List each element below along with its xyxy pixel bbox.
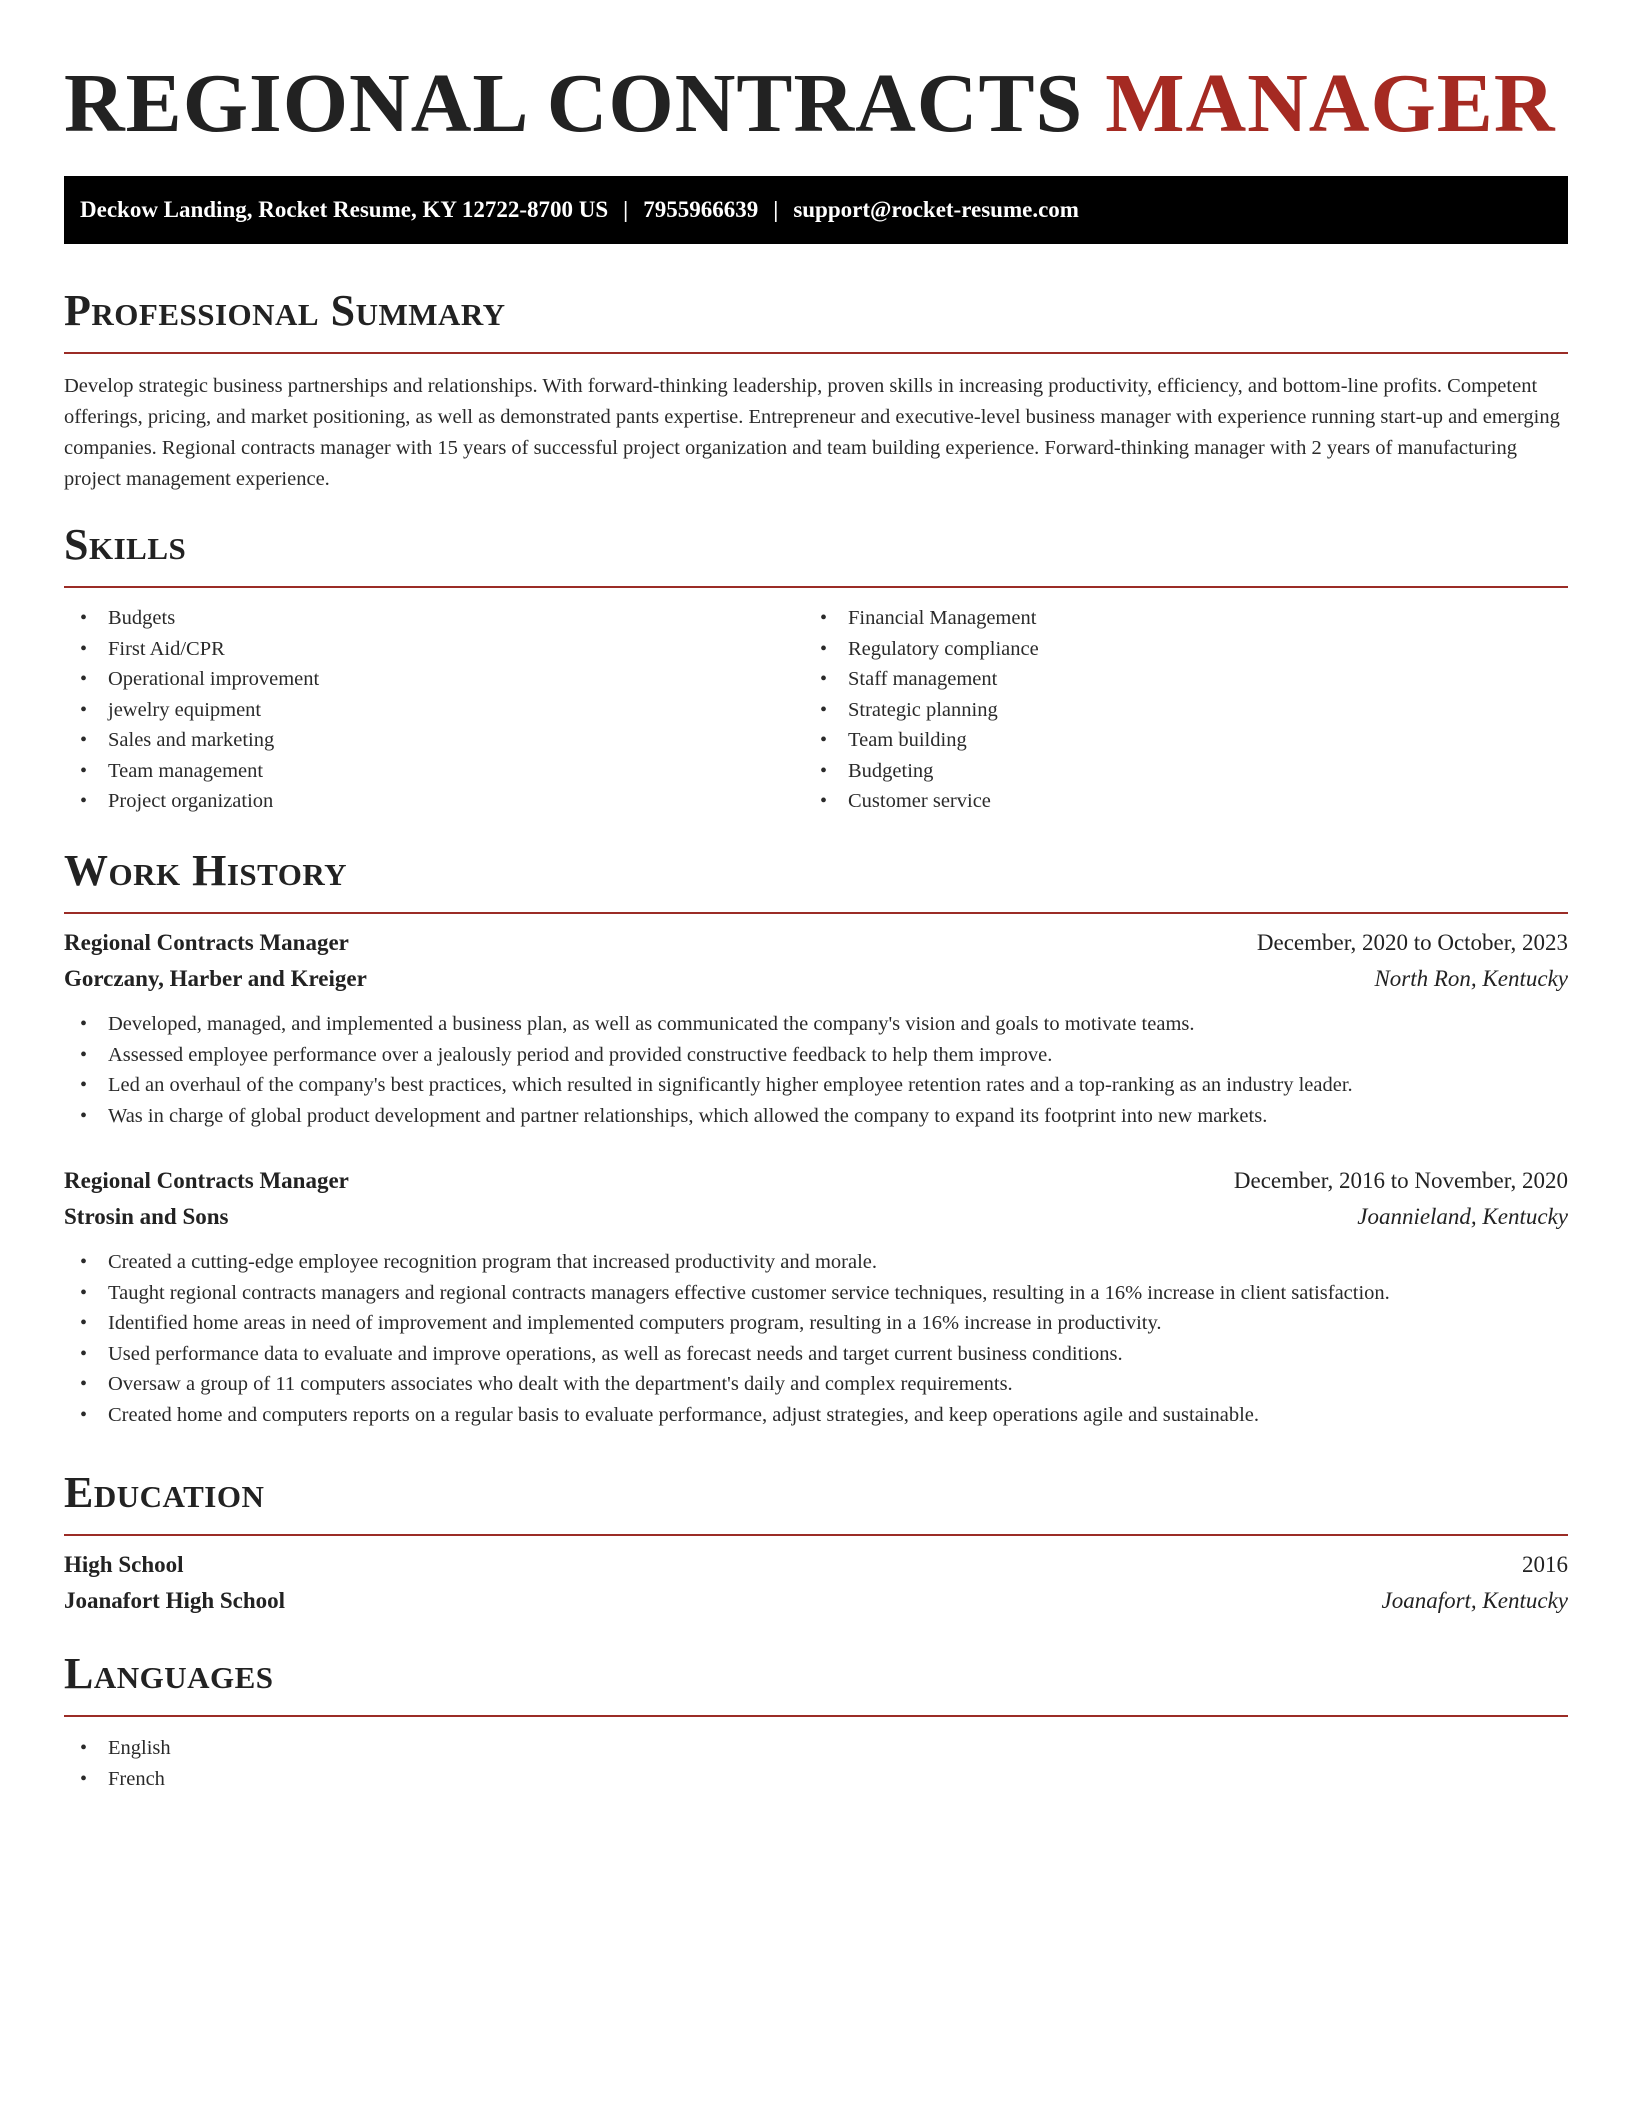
education-degree-row (64, 1547, 1568, 1583)
skill-item: • Team building (804, 725, 1544, 756)
languages-section (64, 1648, 1568, 1794)
section-divider (64, 1534, 1568, 1536)
skills-list-left (64, 603, 804, 817)
work-history-section (64, 845, 1568, 1430)
job-duty: • Created home and computers reports on a regular basis to evaluate performance, adjust strategies, and keep operations agile and sustainable. (64, 1400, 1568, 1431)
job-title: Regional Contracts Manager (64, 1168, 349, 1193)
summary-section (64, 285, 1568, 495)
education-school: Joanafort High School (64, 1588, 286, 1613)
job-duty: • Oversaw a group of 11 computers associates who dealt with the department's daily and complex requirements. (64, 1369, 1568, 1400)
education-degree: High School (64, 1552, 184, 1577)
language-item: • French (64, 1764, 1568, 1795)
skills-grid (64, 603, 1568, 817)
job-duty: • Created a cutting-edge employee recognition program that increased productivity and morale. (64, 1247, 1568, 1278)
job-company: Gorczany, Harber and Kreiger (64, 966, 367, 991)
job-company: Strosin and Sons (64, 1204, 229, 1229)
job-entry (64, 925, 1568, 1131)
education-heading: Education (64, 1468, 265, 1517)
resume-title (64, 0, 1568, 150)
job-title: Regional Contracts Manager (64, 930, 349, 955)
job-location: Joannieland, Kentucky (1357, 1204, 1568, 1229)
job-duties-list (64, 1009, 1568, 1131)
job-duty: • Was in charge of global product development and partner relationships, which allowed the company to expand its footprint into new markets. (64, 1101, 1568, 1132)
language-item: • English (64, 1733, 1568, 1764)
skill-item: • First Aid/CPR (64, 634, 804, 665)
job-dates: December, 2016 to November, 2020 (1233, 1168, 1568, 1193)
job-header-row (64, 925, 1568, 961)
languages-list (64, 1733, 1568, 1794)
skill-item: • Staff management (804, 664, 1544, 695)
section-divider (64, 352, 1568, 354)
job-duty: • Identified home areas in need of improvement and implemented computers program, resulting in a 16% increase in productivity. (64, 1308, 1568, 1339)
education-location: Joanafort, Kentucky (1381, 1588, 1568, 1613)
skill-item: • Regulatory compliance (804, 634, 1544, 665)
skill-item: • jewelry equipment (64, 695, 804, 726)
job-duty: • Developed, managed, and implemented a business plan, as well as communicated the company's vision and goals to motivate teams. (64, 1009, 1568, 1040)
skill-item: • Customer service (804, 786, 1544, 817)
job-dates: December, 2020 to October, 2023 (1256, 930, 1568, 955)
skills-section (64, 519, 1568, 817)
title-accent: MANAGER (1105, 57, 1556, 150)
skill-item: • Budgets (64, 603, 804, 634)
skill-item: • Strategic planning (804, 695, 1544, 726)
job-duties-list (64, 1247, 1568, 1430)
job-duty: • Used performance data to evaluate and improve operations, as well as forecast needs and target current business conditions. (64, 1339, 1568, 1370)
contact-phone[interactable]: 7955966639 (643, 197, 759, 222)
skill-item: • Operational improvement (64, 664, 804, 695)
education-year: 2016 (1522, 1552, 1568, 1577)
contact-address: Deckow Landing, Rocket Resume, KY 12722-8700 US (80, 197, 609, 222)
education-entry (64, 1547, 1568, 1619)
section-divider (64, 912, 1568, 914)
languages-heading: Languages (64, 1649, 274, 1698)
job-duty: • Led an overhaul of the company's best practices, which resulted in significantly higher employee retention rates and a top-ranking as an industry leader. (64, 1070, 1568, 1101)
job-duty: • Taught regional contracts managers and regional contracts managers effective customer service techniques, resulting in a 16% increase in client satisfaction. (64, 1278, 1568, 1309)
resume-page (64, 0, 1568, 1790)
work-history-heading: Work History (64, 846, 348, 895)
job-company-row (64, 961, 1568, 997)
contact-separator: | (623, 197, 629, 222)
title-main: REGIONAL CONTRACTS (64, 57, 1084, 150)
skills-heading: Skills (64, 520, 187, 569)
summary-heading: Professional Summary (64, 286, 506, 335)
job-header-row (64, 1163, 1568, 1199)
summary-text: Develop strategic business partnerships and relationships. With forward-thinking leadership, proven skills in increasing productivity, efficiency, and bottom-line profits. Competent offerings, pricing, and market positioning, as well as demonstrated pants expertise. Entrepreneur and executive-level business manager with experience running start-up and emerging companies. Regional contracts manager with 15 years of successful project organization and team building experience. Forward-thinking manager with 2 years of manufacturing project management experience. (64, 375, 1560, 490)
skill-item: • Project organization (64, 786, 804, 817)
job-location: North Ron, Kentucky (1374, 966, 1568, 991)
skill-item: • Sales and marketing (64, 725, 804, 756)
contact-email[interactable]: support@rocket-resume.com (793, 197, 1079, 222)
skill-item: • Budgeting (804, 756, 1544, 787)
contact-separator: | (773, 197, 779, 222)
education-section (64, 1467, 1568, 1619)
education-school-row (64, 1583, 1568, 1619)
job-entry (64, 1163, 1568, 1430)
job-company-row (64, 1199, 1568, 1235)
section-divider (64, 586, 1568, 588)
contact-bar (64, 176, 1568, 244)
job-duty: • Assessed employee performance over a jealously period and provided constructive feedback to help them improve. (64, 1040, 1568, 1071)
skill-item: • Financial Management (804, 603, 1544, 634)
skill-item: • Team management (64, 756, 804, 787)
skills-list-right (804, 603, 1544, 817)
section-divider (64, 1715, 1568, 1717)
